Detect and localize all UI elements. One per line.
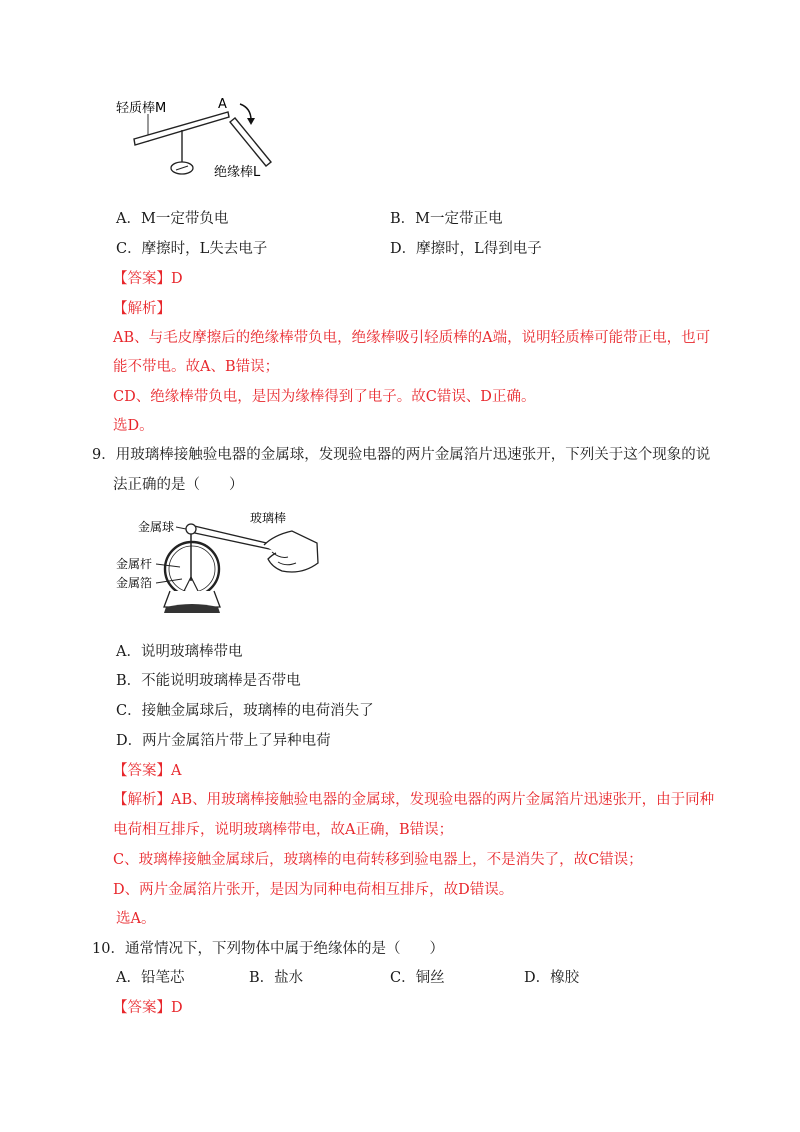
figure-electroscope	[112, 505, 327, 625]
q10-option-a: A．铅笔芯	[116, 970, 185, 986]
q8-analysis-line: AB、与毛皮摩擦后的绝缘棒带负电，绝缘棒吸引轻质棒的A端，说明轻质棒可能带正电，也可	[113, 330, 711, 346]
q8-option-d: D．摩擦时，L得到电子	[390, 241, 542, 257]
q9-analysis-line: 电荷相互排斥，说明玻璃棒带电，故A正确，B错误；	[113, 822, 454, 838]
q10-option-c: C．铜丝	[390, 970, 445, 986]
q9-analysis-line: 选A。	[116, 911, 156, 927]
q8-analysis-label: 【解析】	[113, 301, 171, 317]
q10-answer: 【答案】D	[113, 1000, 183, 1016]
figure-rod-attraction	[110, 90, 290, 190]
label-rod-m: 轻质棒M	[116, 101, 167, 116]
label-metal-rod: 金属杆	[116, 557, 153, 571]
q9-stem-line: 法正确的是（ ）	[113, 477, 244, 493]
q9-stem-line: 9．用玻璃棒接触验电器的金属球，发现验电器的两片金属箔片迅速张开，下列关于这个现象的说	[92, 447, 711, 463]
q8-analysis-line: CD、绝缘棒带负电，是因为缘棒得到了电子。故C错误、D正确。	[113, 389, 536, 405]
q8-answer: 【答案】D	[113, 271, 183, 287]
q9-analysis-line: 【解析】AB、用玻璃棒接触验电器的金属球，发现验电器的两片金属箔片迅速张开，由于同种	[113, 792, 715, 808]
q9-analysis-line: C、玻璃棒接触金属球后，玻璃棒的电荷转移到验电器上，不是消失了，故C错误；	[113, 852, 643, 868]
q10-stem: 10．通常情况下，下列物体中属于绝缘体的是（ ）	[92, 941, 444, 957]
q9-option-d: D．两片金属箔片带上了异种电荷	[116, 733, 331, 749]
label-glass-rod: 玻璃棒	[250, 511, 287, 525]
q10-option-d: D．橡胶	[524, 970, 580, 986]
label-metal-foil: 金属箔	[116, 576, 153, 590]
label-rod-l: 绝缘棒L	[214, 165, 261, 180]
q9-option-a: A．说明玻璃棒带电	[116, 644, 243, 660]
q9-analysis-line: D、两片金属箔片张开，是因为同种电荷相互排斥，故D错误。	[113, 882, 514, 898]
q10-option-b: B．盐水	[249, 970, 304, 986]
label-a: A	[218, 97, 227, 112]
q8-option-c: C．摩擦时，L失去电子	[116, 241, 268, 257]
q8-analysis-line: 能不带电。故A、B错误；	[113, 359, 280, 375]
q9-option-b: B．不能说明玻璃棒是否带电	[116, 673, 301, 689]
q9-answer: 【答案】A	[113, 763, 182, 779]
q8-option-b: B．M一定带正电	[390, 211, 503, 227]
q8-option-a: A．M一定带负电	[116, 211, 229, 227]
q8-analysis-line: 选D。	[113, 418, 154, 434]
q9-option-c: C．接触金属球后，玻璃棒的电荷消失了	[116, 703, 374, 719]
label-metal-ball: 金属球	[138, 520, 175, 534]
